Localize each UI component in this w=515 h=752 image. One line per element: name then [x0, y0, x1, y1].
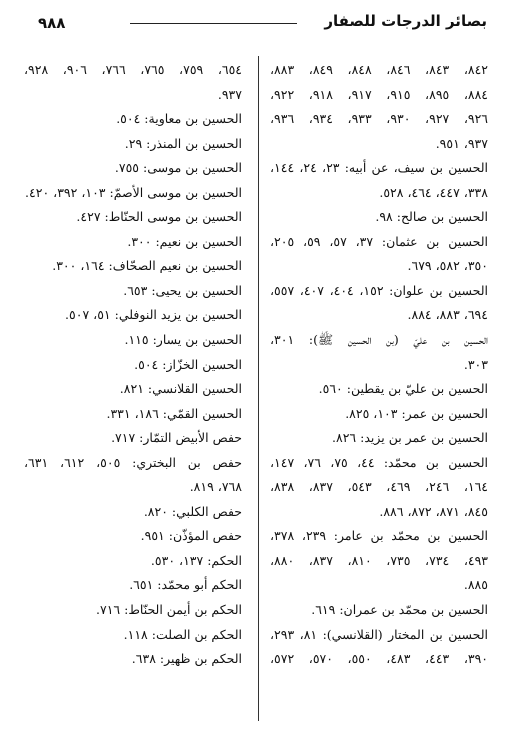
index-line: الحسين الخزّاز: ٥٠٤.	[134, 356, 242, 372]
index-line: ٦٩٤، ٨٨٣، ٨٨٤.	[407, 307, 488, 323]
index-line: الحسين بن موسى الحنّاط: ٤٢٧.	[76, 209, 242, 225]
index-line: ١٦٤، ٢٤٦، ٤٦٩، ٥٤٣، ٨٣٧، ٨٣٨،	[270, 479, 489, 495]
index-line: الحسين القمّي: ١٨٦، ٣٣١.	[106, 405, 242, 421]
index-line: الحسين بن صالح: ٩٨.	[375, 209, 488, 225]
index-line: الحسين بن سيف، عن أبيه: ٢٣، ٢٤، ١٤٤،	[270, 160, 489, 176]
index-line: الحسين القلانسي: ٨٢١.	[119, 381, 242, 397]
index-line: الحسين بن المختار (القلانسي): ٨١، ٢٩٣،	[270, 626, 489, 642]
index-line: الحسين بن المنذر: ٢٩.	[124, 135, 242, 151]
index-line: الحكم: ١٣٧، ٥٣٠.	[150, 552, 242, 568]
index-line: ٣٠٣.	[463, 356, 488, 372]
page-number: ٩٨٨	[38, 14, 66, 32]
index-line: ٣٥٠، ٥٨٢، ٦٧٩.	[407, 258, 488, 274]
index-line: الحسين بن موسى الأصمّ: ١٠٣، ٣٩٢، ٤٢٠.	[25, 184, 242, 200]
header-rule	[130, 23, 297, 24]
index-line: الحسين بن موسى: ٧٥٥.	[114, 160, 242, 176]
index-line: ٨٤٥، ٨٧١، ٨٧٢، ٨٨٦.	[379, 503, 488, 519]
index-line: الحكم بن ظهير: ٦٣٨.	[131, 651, 242, 667]
index-line: ٦٥٤، ٧٥٩، ٧٦٥، ٧٦٦، ٩٠٦، ٩٢٨،	[24, 62, 243, 77]
index-line: الحسين بن نعيم: ٣٠٠.	[127, 233, 242, 249]
index-line: حفص بن البختري: ٥٠٥، ٦١٢، ٦٣١،	[24, 454, 242, 470]
page-header	[38, 12, 487, 46]
index-line: ٨٨٥.	[463, 577, 488, 593]
index-line: الحسين بن عليّ بن يقطين: ٥٦٠.	[318, 381, 488, 397]
index-line: الحسين بن محمّد بن عامر: ٢٣٩، ٣٧٨،	[270, 528, 488, 544]
index-line: الحسين بن يزيد النوفلي: ٥١، ٥٠٧.	[65, 307, 242, 323]
index-line: الحكم بن الصلت: ١١٨.	[123, 626, 242, 642]
index-line: ٨٤٢، ٨٤٣، ٨٤٦، ٨٤٨، ٨٤٩، ٨٨٣،	[270, 62, 489, 77]
index-line: الحسين بن محمّد: ٤٤، ٧٥، ٧٦، ١٤٧،	[270, 454, 488, 470]
index-line: ٩٢٦، ٩٢٧، ٩٣٠، ٩٣٣، ٩٣٤، ٩٣٦،	[270, 111, 489, 127]
index-line: الحكم أبو محمّد: ٦٥١.	[129, 577, 242, 593]
index-line: ٤٩٣، ٧٣٤، ٧٣٥، ٨١٠، ٨٣٧، ٨٨٠،	[270, 552, 489, 568]
index-line: ٩٣٧.	[217, 86, 242, 102]
index-line: ٨٨٤، ٨٩٥، ٩١٥، ٩١٧، ٩١٨، ٩٢٢،	[270, 86, 489, 102]
index-line: حفص الأبيض التمّار: ٧١٧.	[111, 430, 242, 446]
index-line: الحسين بن معاوية: ٥٠٤.	[116, 111, 242, 127]
index-line: الحسين بن عثمان: ٣٧، ٥٧، ٥٩، ٢٠٥،	[270, 233, 488, 249]
index-line: ٣٩٠، ٤٤٣، ٤٨٣، ٥٥٠، ٥٧٠، ٥٧٢،	[270, 651, 489, 667]
index-line: الحسين بن نعيم الصحّاف: ١٦٤، ٣٠٠.	[52, 258, 242, 274]
book-title: بصائر الدرجات للصفار	[324, 12, 487, 30]
index-column-right	[270, 58, 488, 672]
index-line: ٧٦٨، ٨١٩.	[189, 479, 242, 495]
index-line: الحسين بن علوان: ١٥٢، ٤٠٤، ٤٠٧، ٥٥٧،	[270, 282, 488, 298]
index-line: الحسين بن يسار: ١١٥.	[124, 332, 242, 348]
column-divider	[258, 56, 259, 721]
index-line: حفص الكلبي: ٨٢٠.	[143, 503, 242, 519]
index-line: الحسين بن عمر: ١٠٣، ٨٢٥.	[345, 405, 488, 421]
index-line: الحسين بن محمّد بن عمران: ٦١٩.	[311, 602, 488, 618]
index-column-left	[24, 58, 242, 672]
index-line: حفص المؤذّن: ٩٥١.	[140, 528, 242, 544]
index-line: الحسين بن عليّ (بن الحسين ﷺ): ٣٠١،	[270, 332, 488, 348]
index-line: الحسين بن يحيى: ٦٥٣.	[123, 282, 242, 298]
index-line: الحسين بن عمر بن يزيد: ٨٢٦.	[332, 430, 488, 446]
index-line: الحكم بن أيمن الحنّاط: ٧١٦.	[96, 602, 242, 618]
index-line: ٣٣٨، ٤٤٧، ٤٦٤، ٥٢٨.	[379, 184, 488, 200]
index-line: ٩٣٧، ٩٥١.	[435, 135, 488, 151]
